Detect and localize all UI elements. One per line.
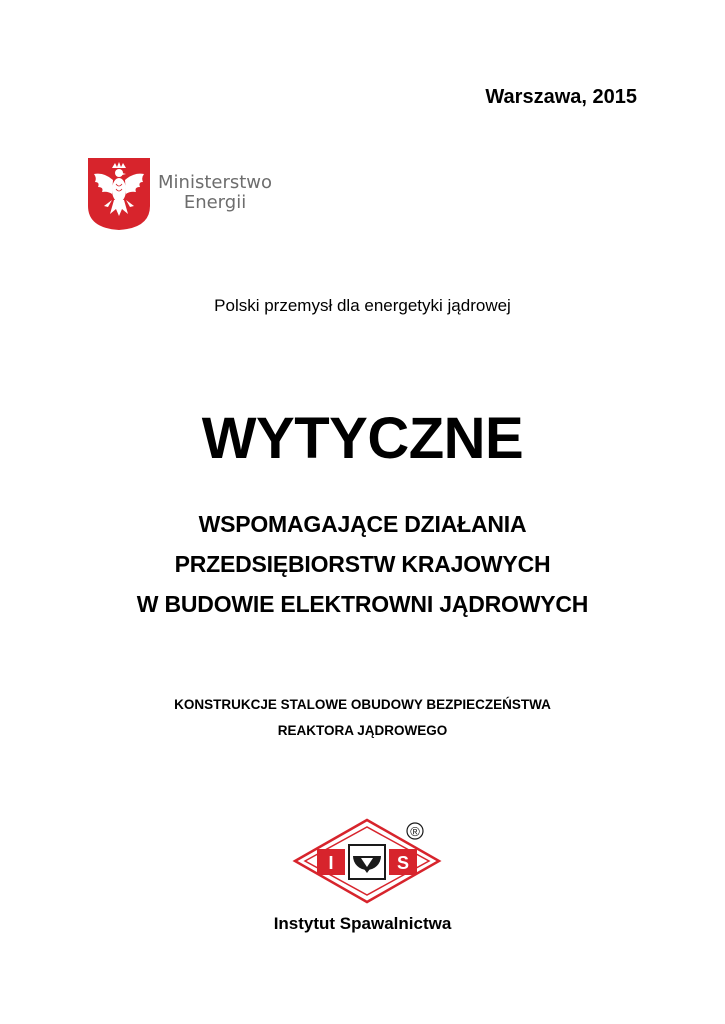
heading-line-2: PRZEDSIĘBIORSTW KRAJOWYCH (174, 551, 551, 577)
document-subtitle: Polski przemysł dla energetyki jądrowej (214, 296, 511, 315)
heading-line-1: WSPOMAGAJĄCE DZIAŁANIA (198, 511, 527, 537)
ministry-name-line2: Energii (183, 192, 247, 213)
topic-line-2: REAKTORA JĄDROWEGO (277, 723, 448, 738)
document-topic (0, 692, 725, 744)
document-title: WYTYCZNE (201, 406, 524, 471)
polish-eagle-emblem-icon (86, 156, 152, 231)
ministry-name-line1: Ministerstwo (158, 172, 273, 193)
ins-letter-i: I (328, 853, 334, 873)
institute-name: Instytut Spawalnictwa (273, 914, 452, 933)
document-heading (0, 504, 725, 624)
ins-letter-s: S (396, 853, 410, 873)
instytut-spawalnictwa-logo-icon (291, 818, 443, 904)
ministry-name (158, 173, 272, 213)
registered-mark: ® (410, 824, 420, 839)
place-and-date: Warszawa, 2015 (485, 86, 637, 108)
heading-line-3: W BUDOWIE ELEKTROWNI JĄDROWYCH (136, 591, 589, 617)
ministry-logo (86, 156, 296, 232)
topic-line-1: KONSTRUKCJE STALOWE OBUDOWY BEZPIECZEŃSTWA (174, 697, 551, 712)
